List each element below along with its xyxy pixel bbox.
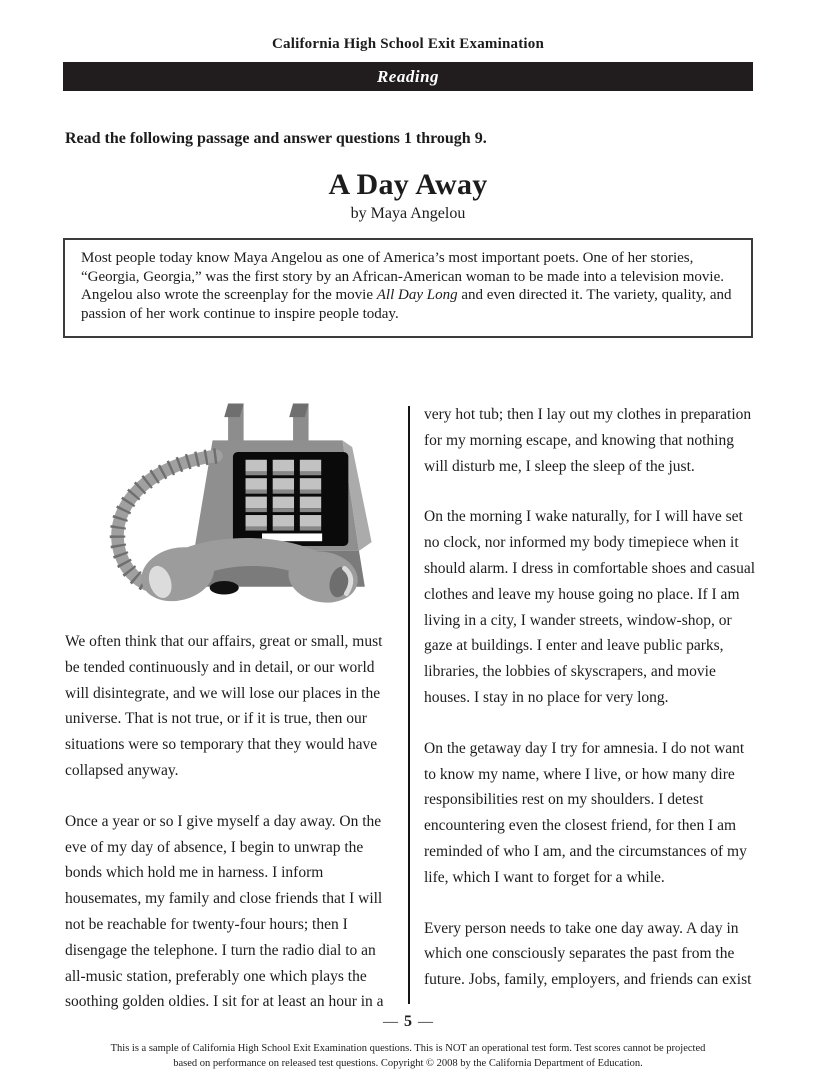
exam-title: California High School Exit Examination xyxy=(272,36,544,52)
passage-paragraph: Once a year or so I give myself a day away. On the eve of my day of absence, I begin to unwrap the bonds which hold me in harness. I inform housemates, my family and close friends that I will not be reachable for twenty-four hours; then I disengage the telephone. I turn the radio dial to an all-music station, preferably one which plays the soothing golden oldies. I sit for at least an hour in a xyxy=(65,812,384,1011)
telephone-icon xyxy=(71,394,391,606)
passage-paragraph: We often think that our affairs, great or small, must be tended continuously and in detail, or our world will disintegrate, and we will lose our places in the universe. That is not true, or if it is true, then our situations were so temporary that they would have collapsed anyway. xyxy=(65,633,383,779)
page-number xyxy=(0,1013,816,1031)
author-intro-box xyxy=(63,238,753,338)
passage-title: A Day Away xyxy=(328,168,488,201)
page-number-dash-right: — xyxy=(418,1014,433,1030)
page-number-value: 5 xyxy=(404,1013,412,1030)
left-column xyxy=(65,394,397,1040)
intro-movie-title: All Day Long xyxy=(376,287,458,304)
exam-page xyxy=(0,36,816,1092)
passage-instruction: Read the following passage and answer questions 1 through 9. xyxy=(65,130,487,147)
disclaimer-line-2: based on performance on released test questions. Copyright © 2008 by the California Department of Education. xyxy=(173,1057,643,1069)
intro-text-part1: Most people today know Maya Angelou as one of America’s most important poets. One of her stories, “Georgia, Georgia,” was the first story by an African-American woman to be made into a television movie. Angelou also wrote the screenplay for the movie xyxy=(81,250,725,304)
disclaimer-line-1: This is a sample of California High School Exit Examination questions. This is NOT an operational test form. Test scores cannot be projected xyxy=(110,1043,706,1054)
passage-paragraph: On the getaway day I try for amnesia. I do not want to know my name, where I live, or how many dire responsibilities rest on my shoulders. I detest encountering even the closest friend, for then I am reminded of who I am, and the circumstances of my life, which I want to forget for a while. xyxy=(424,739,747,886)
section-banner: Reading xyxy=(63,62,753,91)
passage-byline: by Maya Angelou xyxy=(350,205,466,222)
column-divider xyxy=(408,406,410,1004)
intro-text-part2: and even directed it. The variety, quality, and passion of her work continue to inspire people today. xyxy=(81,287,732,322)
passage-columns xyxy=(65,394,757,1040)
right-column xyxy=(424,394,757,1018)
passage-paragraph: very hot tub; then I lay out my clothes in preparation for my morning escape, and knowing that nothing will disturb me, I sleep the sleep of the just. xyxy=(424,406,752,475)
page-number-dash-left: — xyxy=(383,1014,398,1030)
telephone-illustration xyxy=(65,394,397,611)
footer-disclaimer xyxy=(0,1042,816,1071)
passage-paragraph: On the morning I wake naturally, for I will have set no clock, nor informed my body timepiece when it should alarm. I dress in comfortable shoes and casual clothes and leave my house going no place. If I am living in a city, I wander streets, window-shop, or gaze at buildings. I enter and leave public parks, libraries, the lobbies of skyscrapers, and movie houses. I stay in no place for very long. xyxy=(424,508,756,706)
passage-paragraph: Every person needs to take one day away. A day in which one consciously separates the past from the future. Jobs, family, employers, and friends can exist xyxy=(424,919,752,989)
